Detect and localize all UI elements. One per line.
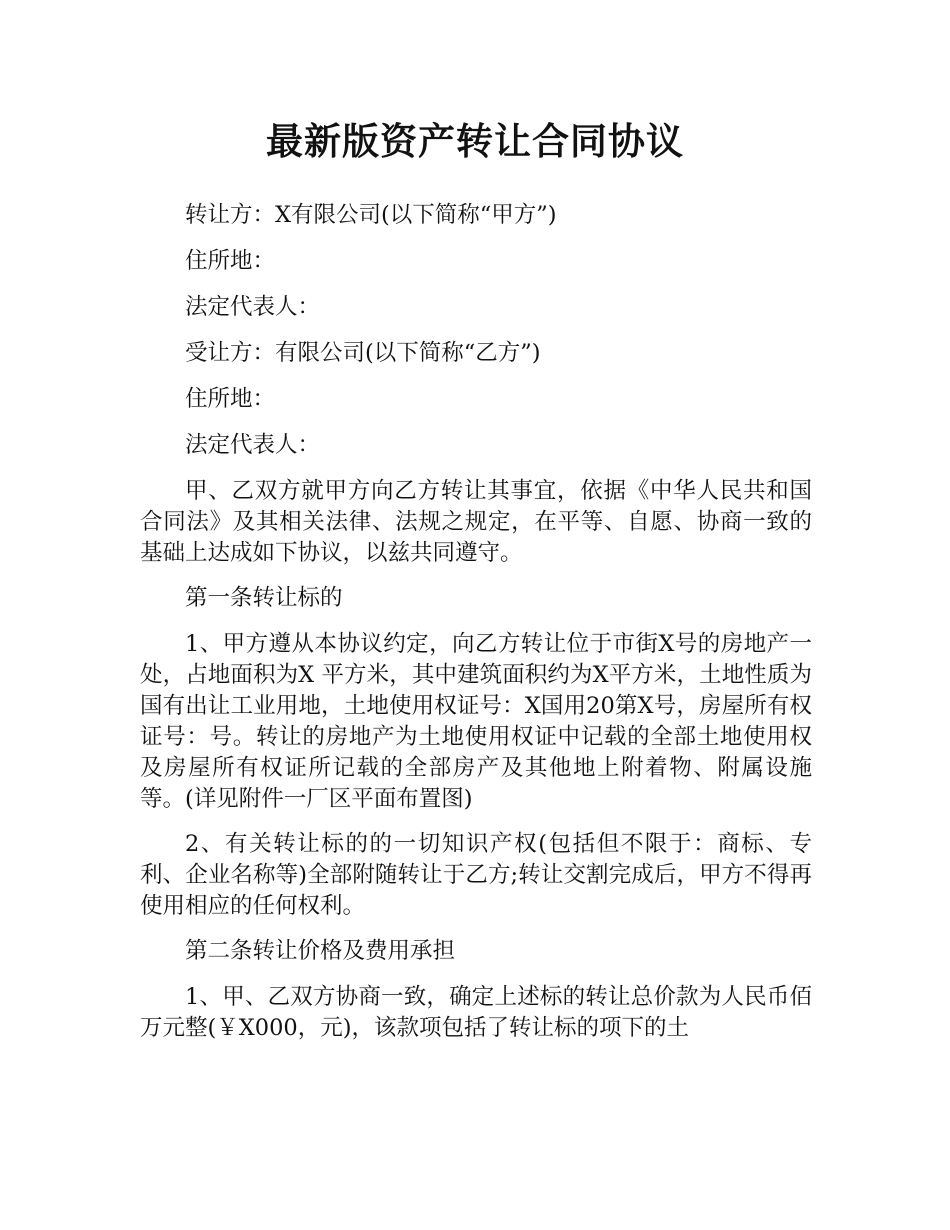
- document-body: [140, 200, 812, 1058]
- transferor-line: 转让方：X有限公司(以下简称“甲方”): [185, 202, 557, 228]
- article-one-clause-1: 1、甲方遵从本协议约定，向乙方转让位于市街X号的房地产一处，占地面积为X 平方米，其中建筑面积约为X平方米，土地性质为国有出让工业用地，土地使用权证号：X国用20第X号，房屋所有权证号：号。转让的房地产为土地使用权证中记载的全部土地使用权及房屋所有权证所记载的全部房产及其他地上附着物、附属设施等。(详见附件一厂区平面布置图): [140, 631, 812, 812]
- transferee-address-line: 住所地：: [185, 386, 276, 412]
- transferee-line: 受让方：有限公司(以下简称“乙方”): [185, 340, 541, 366]
- transferor-address-line: 住所地：: [185, 248, 276, 274]
- preamble-paragraph: 甲、乙双方就甲方向乙方转让其事宜，依据《中华人民共和国合同法》及其相关法律、法规之规定，在平等、自愿、协商一致的基础上达成如下协议，以兹共同遵守。: [140, 478, 812, 566]
- transferor-representative-line: 法定代表人：: [185, 294, 321, 320]
- article-two-heading: 第二条转让价格及费用承担: [185, 938, 456, 964]
- article-two-clause-1: 1、甲、乙双方协商一致，确定上述标的转让总价款为人民币佰万元整(￥X000，元)，该款项包括了转让标的项下的土: [140, 984, 812, 1041]
- transferee-representative-line: 法定代表人：: [185, 432, 321, 458]
- article-one-clause-2: 2、有关转让标的的一切知识产权(包括但不限于：商标、专利、企业名称等)全部附随转让于乙方;转让交割完成后，甲方不得再使用相应的任何权利。: [140, 831, 812, 919]
- document-title: 最新版资产转让合同协议: [266, 120, 684, 163]
- article-one-heading: 第一条转让标的: [185, 585, 343, 611]
